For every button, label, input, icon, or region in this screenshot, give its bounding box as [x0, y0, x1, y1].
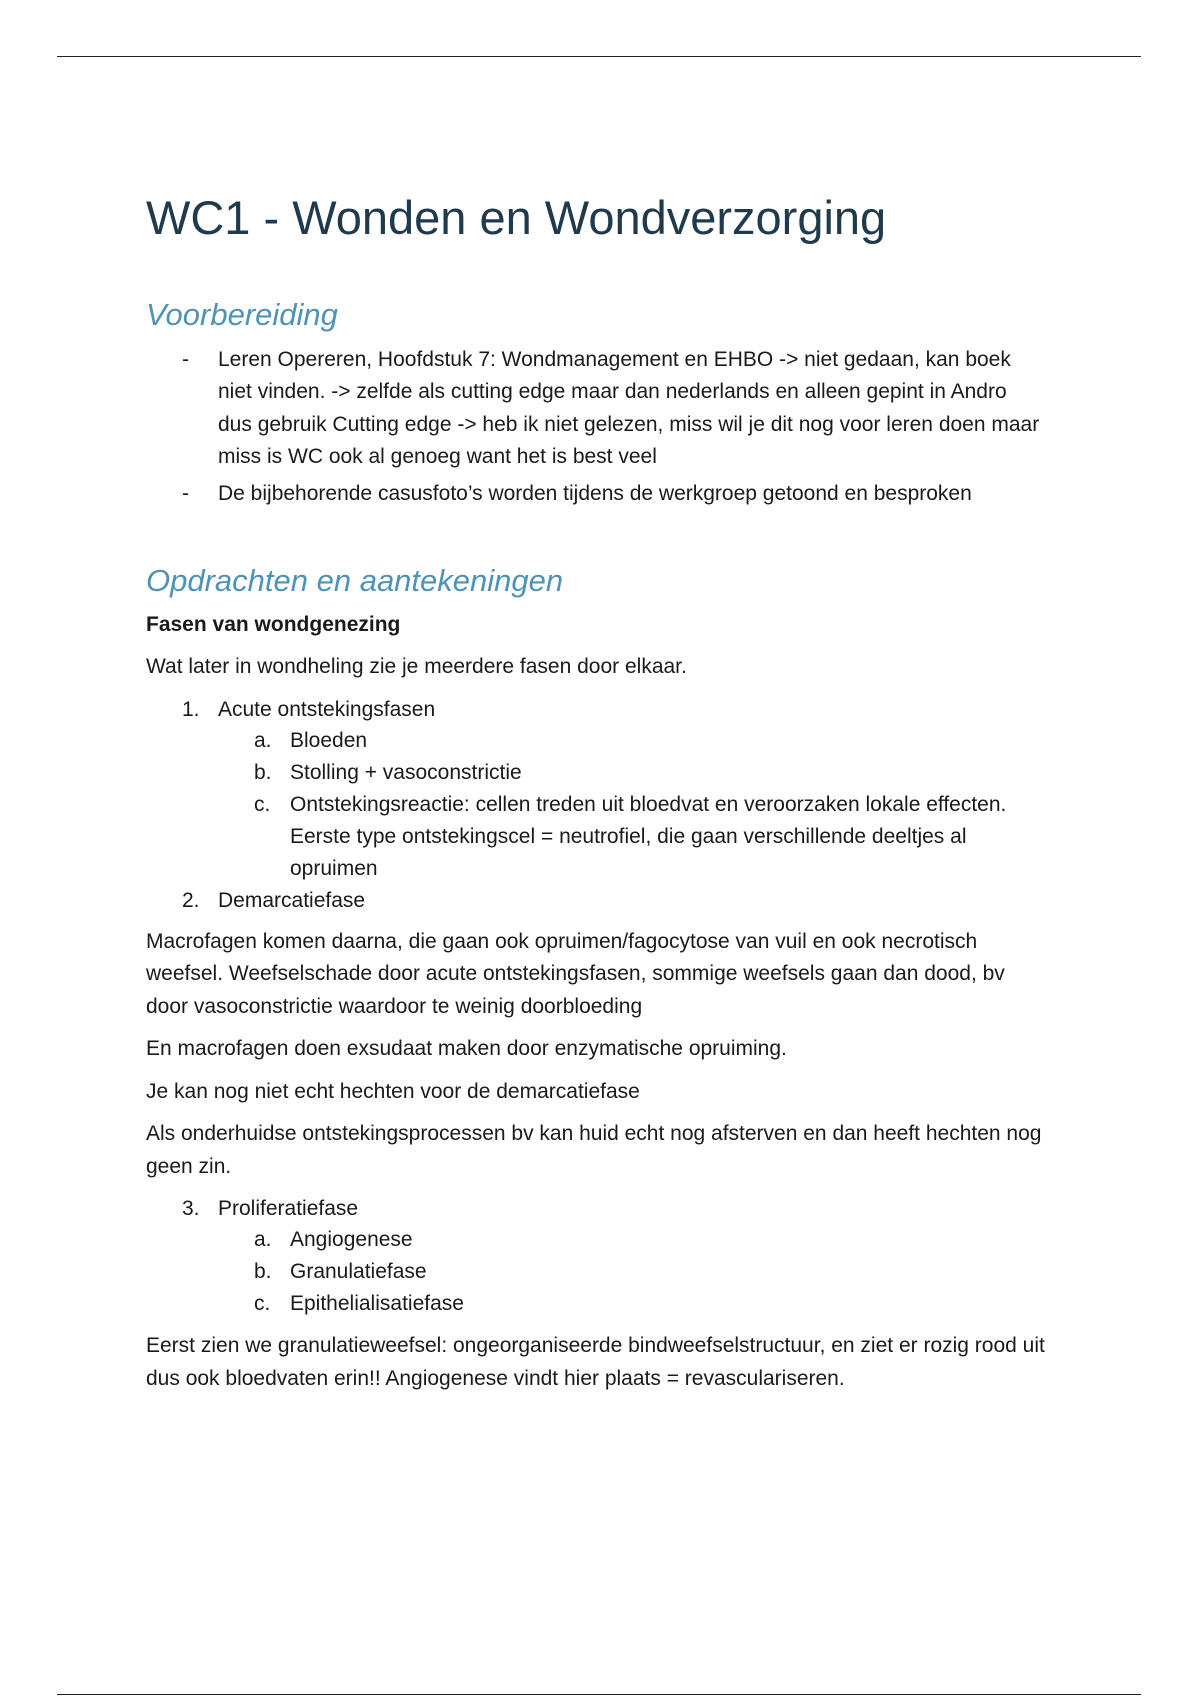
subheading-fasen: Fasen van wondgenezing [146, 613, 401, 637]
list-marker: 2. [182, 888, 200, 912]
list-item-label: Proliferatiefase [218, 1197, 359, 1221]
intro-paragraph: Wat later in wondheling zie je meerdere fasen door elkaar. [146, 655, 687, 679]
section-voorbereiding [146, 296, 1046, 510]
voorbereiding-list [146, 344, 1046, 511]
phases-list-2 [146, 1193, 1046, 1320]
list-item [182, 1193, 1046, 1320]
sublist-item-text: Granulatiefase [290, 1260, 427, 1284]
sublist-item-text: Bloeden [290, 728, 368, 752]
list-item: - De bijbehorende casusfoto’s worden tijdens de werkgroep getoond en besproken [218, 478, 1046, 511]
closing-paragraph: Eerst zien we granulatieweefsel: ongeorganiseerde bindweefselstructuur, en ziet er rozig rood uit dus ook bloedvaten erin!! Angiogenese vindt hier plaats = revasculariseren. [146, 1334, 1045, 1390]
sublist-item [254, 1224, 1046, 1256]
list-item: - Leren Opereren, Hoofdstuk 7: Wondmanagement en EHBO -> niet gedaan, kan boek niet vinden. -> zelfde als cutting edge maar dan nederlands en alleen gepint in Andro dus gebruik Cutting edge -> heb ik niet gelezen, miss wil je dit nog voor leren doen maar miss is WC ook al genoeg want het is best veel [218, 344, 1046, 474]
list-marker: a. [254, 728, 272, 752]
list-marker: b. [254, 1260, 272, 1284]
document-body [146, 190, 1046, 1405]
paragraph: En macrofagen doen exsudaat maken door enzymatische opruiming. [146, 1037, 787, 1061]
sublist-item-text: Epithelialisatiefase [290, 1292, 464, 1316]
sublist-item-text: Angiogenese [290, 1228, 413, 1252]
list-item [182, 885, 1046, 916]
paragraph: Als onderhuidse ontstekingsprocessen bv kan huid echt nog afsterven en dan heeft hechten nog geen zin. [146, 1122, 1042, 1178]
sublist-item [254, 1288, 1046, 1320]
list-marker: 3. [182, 1197, 200, 1221]
heading-opdrachten: Opdrachten en aantekeningen [146, 563, 564, 599]
paragraph: Je kan nog niet echt hechten voor de demarcatiefase [146, 1079, 640, 1103]
sublist [218, 725, 1046, 885]
list-marker: a. [254, 1228, 272, 1252]
list-marker: c. [254, 792, 271, 816]
sublist-item-text: Stolling + vasoconstrictie [290, 760, 522, 784]
list-item-label: Demarcatiefase [218, 888, 366, 912]
phases-list-1 [146, 694, 1046, 916]
footer-rule [57, 1694, 1141, 1695]
list-marker: 1. [182, 697, 200, 721]
list-marker: c. [254, 1292, 271, 1316]
paragraph: Macrofagen komen daarna, die gaan ook opruimen/fagocytose van vuil en ook necrotisch weefsel. Weefselschade door acute ontstekingsfasen, sommige weefsels gaan dan dood, bv door vasoconstrictie waardoor te weinig doorbloeding [146, 929, 1005, 1018]
sublist-item [254, 789, 1046, 885]
sublist [218, 1224, 1046, 1320]
page-title: WC1 - Wonden en Wondverzorging [146, 191, 887, 244]
list-item [182, 694, 1046, 885]
list-marker: b. [254, 760, 272, 784]
list-item-label: Acute ontstekingsfasen [218, 697, 436, 721]
sublist-item [254, 725, 1046, 757]
sublist-item-text: Ontstekingsreactie: cellen treden uit bloedvat en veroorzaken lokale effecten. Eerste type ontstekingscel = neutrofiel, die gaan verschillende deeltjes al opruimen [290, 792, 1007, 880]
heading-voorbereiding: Voorbereiding [146, 297, 338, 333]
sublist-item [254, 757, 1046, 789]
section-opdrachten [146, 562, 1046, 1395]
header-rule [57, 56, 1141, 57]
sublist-item [254, 1256, 1046, 1288]
